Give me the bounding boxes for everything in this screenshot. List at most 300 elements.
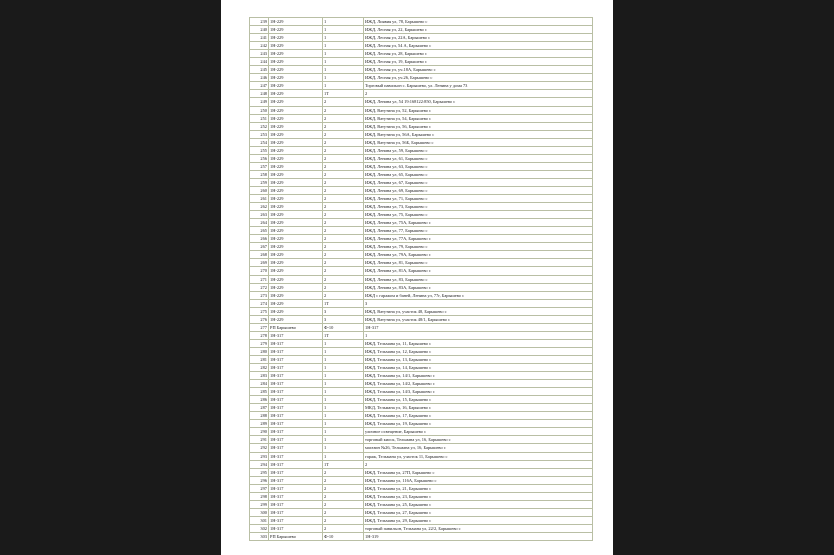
row-number: 247 [250, 82, 269, 90]
row-type: 1 [323, 420, 364, 428]
row-number: 277 [250, 323, 269, 331]
table-row [250, 275, 593, 283]
table-row [250, 138, 593, 146]
row-number: 271 [250, 275, 269, 283]
row-address: ИЖД, Ленина ул, 75А, Барышево с [364, 219, 593, 227]
row-code: 1Н-317 [269, 484, 323, 492]
row-code: 1Н-317 [269, 420, 323, 428]
row-address: ИЖД, Тельмана ул, 27, Барышево с [364, 508, 593, 516]
table-row [250, 533, 593, 541]
row-code: 1Н-317 [269, 516, 323, 524]
table-row [250, 235, 593, 243]
table-row [250, 347, 593, 355]
row-number: 275 [250, 307, 269, 315]
row-code: 1Н-317 [269, 452, 323, 460]
row-number: 260 [250, 186, 269, 194]
row-number: 256 [250, 154, 269, 162]
row-type: 1 [323, 74, 364, 82]
row-type: 1 [323, 347, 364, 355]
row-address: торговый киоск, Тельмана ул, 16, Барышево с [364, 436, 593, 444]
table-row [250, 355, 593, 363]
row-code: 1Н-317 [269, 436, 323, 444]
row-code: РП Барышево [269, 323, 323, 331]
row-address: 1 [364, 331, 593, 339]
row-number: 245 [250, 66, 269, 74]
row-number: 299 [250, 500, 269, 508]
row-type: 2 [323, 243, 364, 251]
table-row [250, 154, 593, 162]
row-code: 1Н-317 [269, 372, 323, 380]
row-address: МКД, Тельмана ул, 16, Барышево с [364, 404, 593, 412]
table-row [250, 259, 593, 267]
row-number: 262 [250, 203, 269, 211]
row-code: 1Н-317 [269, 460, 323, 468]
row-address: магазин №26, Тельмана ул, 16, Барышево с [364, 444, 593, 452]
row-address: ИЖД, Тельмана ул, 13, Барышево с [364, 355, 593, 363]
row-address: ИЖД, Ленина ул, 77А, Барышево с [364, 235, 593, 243]
row-address: 2 [364, 460, 593, 468]
row-type: 2 [323, 219, 364, 227]
row-type: 2 [323, 291, 364, 299]
row-code: 1Н-229 [269, 66, 323, 74]
row-number: 293 [250, 452, 269, 460]
row-number: 297 [250, 484, 269, 492]
table-row [250, 420, 593, 428]
row-type: 1 [323, 58, 364, 66]
table-row [250, 74, 593, 82]
row-code: 1Н-229 [269, 18, 323, 26]
row-address: 3 [364, 299, 593, 307]
table-row [250, 66, 593, 74]
table-row [250, 251, 593, 259]
table-row [250, 42, 593, 50]
row-code: 1Н-229 [269, 235, 323, 243]
row-code: 1Н-317 [269, 412, 323, 420]
document-page[interactable] [221, 0, 613, 555]
row-number: 283 [250, 372, 269, 380]
row-type: 1Т [323, 299, 364, 307]
row-type: 2 [323, 468, 364, 476]
row-type: 2 [323, 275, 364, 283]
row-address: ИЖД, Тельмана ул, 27П, Барышево с [364, 468, 593, 476]
row-number: 265 [250, 227, 269, 235]
row-code: 1Н-229 [269, 162, 323, 170]
row-number: 273 [250, 291, 269, 299]
row-code: 1Н-229 [269, 275, 323, 283]
table-row [250, 452, 593, 460]
table-row [250, 146, 593, 154]
table-row [250, 227, 593, 235]
row-address: гараж, Тельмана ул, участок 11, Барышево с [364, 452, 593, 460]
table-row [250, 428, 593, 436]
row-type: 1Т [323, 331, 364, 339]
row-code: 1Н-229 [269, 130, 323, 138]
row-address: ИЖД, Ленина ул, 83, Барышево с [364, 275, 593, 283]
row-code: 1Н-229 [269, 307, 323, 315]
row-code: 1Н-229 [269, 26, 323, 34]
row-code: 1Н-317 [269, 492, 323, 500]
row-address: ИЖД, Ленина ул, 73, Барышево с [364, 203, 593, 211]
row-address: ИЖД, Тельмана ул, 14/1, Барышево с [364, 372, 593, 380]
table-row [250, 323, 593, 331]
table-row [250, 500, 593, 508]
row-type: 2 [323, 146, 364, 154]
table-row [250, 315, 593, 323]
row-address: ИЖД, Ленина ул, 65, Барышево с [364, 170, 593, 178]
table-row [250, 508, 593, 516]
row-number: 281 [250, 355, 269, 363]
row-code: 1Н-317 [269, 500, 323, 508]
row-code: 1Н-229 [269, 154, 323, 162]
row-code: 1Н-229 [269, 203, 323, 211]
table-row [250, 444, 593, 452]
row-type: 2 [323, 267, 364, 275]
row-number: 251 [250, 114, 269, 122]
row-number: 282 [250, 364, 269, 372]
row-code: 1Н-229 [269, 243, 323, 251]
table-row [250, 98, 593, 106]
row-address: ИЖД, Лесная ул, 54 А, Барышево с [364, 42, 593, 50]
row-code: 1Н-229 [269, 299, 323, 307]
row-type: 1 [323, 50, 364, 58]
row-number: 246 [250, 74, 269, 82]
row-type: 2 [323, 251, 364, 259]
row-address: ИЖД, Тельмана ул, 11, Барышево с [364, 339, 593, 347]
row-type: 2 [323, 114, 364, 122]
row-code: РП Барышево [269, 533, 323, 541]
row-number: 280 [250, 347, 269, 355]
row-number: 294 [250, 460, 269, 468]
row-code: 1Н-229 [269, 50, 323, 58]
row-number: 266 [250, 235, 269, 243]
row-number: 300 [250, 508, 269, 516]
table-row [250, 492, 593, 500]
row-number: 284 [250, 380, 269, 388]
row-code: 1Н-229 [269, 315, 323, 323]
row-code: 1Н-229 [269, 138, 323, 146]
row-address: ИЖД, Лесная ул, 22А, Барышево с [364, 34, 593, 42]
row-code: 1Н-229 [269, 74, 323, 82]
row-type: 2 [323, 484, 364, 492]
row-type: 1 [323, 396, 364, 404]
table-row [250, 299, 593, 307]
row-type: 1 [323, 428, 364, 436]
row-number: 241 [250, 34, 269, 42]
row-type: 2 [323, 508, 364, 516]
row-address: ИЖД с гаражом и баней, Ленина ул, 77г, Барышево с [364, 291, 593, 299]
row-address: ИЖД, Тельмана ул, 15, Барышево с [364, 396, 593, 404]
row-type: 2 [323, 178, 364, 186]
row-code: 1Н-317 [269, 444, 323, 452]
row-type: 1 [323, 444, 364, 452]
row-code: 1Н-229 [269, 251, 323, 259]
row-number: 276 [250, 315, 269, 323]
row-code: 1Н-229 [269, 259, 323, 267]
table-row [250, 364, 593, 372]
row-type: Ф-10 [323, 323, 364, 331]
row-number: 242 [250, 42, 269, 50]
row-code: 1Н-317 [269, 468, 323, 476]
row-address: ИЖД, Ленина ул, 63, Барышево с [364, 162, 593, 170]
table-row [250, 18, 593, 26]
row-address: ИЖД, Тельмана ул, 17, Барышево с [364, 412, 593, 420]
row-number: 240 [250, 26, 269, 34]
row-address: ИЖД, Ленина ул, 67, Барышево с [364, 178, 593, 186]
row-address: ИЖД, Ленина ул, 69, Барышево с [364, 186, 593, 194]
table-row [250, 130, 593, 138]
row-type: 2 [323, 524, 364, 532]
table-row [250, 396, 593, 404]
row-type: 2 [323, 186, 364, 194]
row-number: 252 [250, 122, 269, 130]
row-type: 2 [323, 98, 364, 106]
row-type: 2 [323, 130, 364, 138]
row-number: 259 [250, 178, 269, 186]
row-address: ИЖД, Ленина ул, 77, Барышево с [364, 227, 593, 235]
row-code: 1Н-317 [269, 331, 323, 339]
row-code: 1Н-229 [269, 42, 323, 50]
row-address: ИЖД, Ленина ул, 75, Барышево с [364, 211, 593, 219]
row-address: ИЖД, Ватутина ул, участок 48, Барышево с [364, 307, 593, 315]
row-number: 264 [250, 219, 269, 227]
row-number: 286 [250, 396, 269, 404]
table-row [250, 114, 593, 122]
row-number: 261 [250, 195, 269, 203]
row-number: 296 [250, 476, 269, 484]
row-number: 270 [250, 267, 269, 275]
table-row [250, 516, 593, 524]
row-code: 1Н-317 [269, 388, 323, 396]
row-address: 1Н-317 [364, 323, 593, 331]
row-code: 1Н-229 [269, 178, 323, 186]
table-row [250, 243, 593, 251]
data-table [249, 17, 593, 541]
row-code: 1Н-317 [269, 355, 323, 363]
row-type: 1 [323, 380, 364, 388]
row-type: 2 [323, 203, 364, 211]
row-number: 287 [250, 404, 269, 412]
row-code: 1Н-229 [269, 146, 323, 154]
row-address: уличное освещение, Барышево с [364, 428, 593, 436]
row-type: 2 [323, 195, 364, 203]
table-row [250, 380, 593, 388]
row-address: ИЖД, Ленина ул, 71, Барышево с [364, 195, 593, 203]
table-row [250, 211, 593, 219]
row-number: 295 [250, 468, 269, 476]
row-number: 272 [250, 283, 269, 291]
row-number: 253 [250, 130, 269, 138]
row-address: ИЖД, Тельмана ул, 14/3, Барышево с [364, 388, 593, 396]
row-type: Ф-10 [323, 533, 364, 541]
table-row [250, 34, 593, 42]
row-address: торговый павильон, Тельмана ул, 22/2, Барышево с [364, 524, 593, 532]
table-row [250, 404, 593, 412]
row-type: 1 [323, 436, 364, 444]
row-address: ИЖД, Ватутина ул, 54, Барышево с [364, 114, 593, 122]
row-type: 2 [323, 154, 364, 162]
row-type: 1 [323, 388, 364, 396]
row-address: ИЖД, Тельмана ул, 19, Барышево с [364, 420, 593, 428]
row-code: 1Н-229 [269, 58, 323, 66]
row-address: 2 [364, 90, 593, 98]
row-code: 1Н-317 [269, 380, 323, 388]
row-number: 303 [250, 533, 269, 541]
row-number: 254 [250, 138, 269, 146]
row-type: 2 [323, 259, 364, 267]
table-row [250, 307, 593, 315]
row-address: ИЖД, Ленина ул, 83А, Барышево с [364, 283, 593, 291]
row-type: 1 [323, 66, 364, 74]
row-type: 2 [323, 211, 364, 219]
row-address: ИЖД, Тельмана ул, 25, Барышево с [364, 500, 593, 508]
row-address: ИЖД, Ленина ул, 81А, Барышево с [364, 267, 593, 275]
row-address: ИЖД, Ленина ул, 79, Барышево с [364, 243, 593, 251]
row-address: ИЖД, Тельмана ул, 14, Барышево с [364, 364, 593, 372]
row-number: 298 [250, 492, 269, 500]
row-code: 1Н-317 [269, 476, 323, 484]
row-code: 1Н-229 [269, 82, 323, 90]
table-row [250, 26, 593, 34]
row-type: 3 [323, 307, 364, 315]
row-code: 1Н-317 [269, 364, 323, 372]
row-type: 1 [323, 452, 364, 460]
row-address: Торговый павильон с. Барышево, ул. Ленина у дома 73 [364, 82, 593, 90]
table-row [250, 436, 593, 444]
row-number: 291 [250, 436, 269, 444]
row-address: ИЖД, Ватутина ул, 56Б, Барышево с [364, 138, 593, 146]
row-code: 1Н-229 [269, 34, 323, 42]
row-type: 1 [323, 42, 364, 50]
row-address: ИЖД, Ватутина ул, участок 48/1, Барышево с [364, 315, 593, 323]
row-type: 2 [323, 227, 364, 235]
table-row [250, 82, 593, 90]
row-address: ИЖД, Ватутина ул, 56А, Барышево с [364, 130, 593, 138]
row-number: 267 [250, 243, 269, 251]
row-address: ИЖД, Лесная ул, уч.26, Барышево с [364, 74, 593, 82]
table-row [250, 195, 593, 203]
row-code: 1Н-229 [269, 219, 323, 227]
row-type: 2 [323, 283, 364, 291]
row-type: 1 [323, 404, 364, 412]
table-row [250, 203, 593, 211]
row-type: 2 [323, 476, 364, 484]
row-type: 1 [323, 339, 364, 347]
row-code: 1Н-317 [269, 347, 323, 355]
table-row [250, 58, 593, 66]
table-row [250, 267, 593, 275]
row-type: 2 [323, 138, 364, 146]
table-row [250, 90, 593, 98]
row-type: 2 [323, 516, 364, 524]
row-code: 1Н-229 [269, 98, 323, 106]
table-row [250, 460, 593, 468]
row-number: 239 [250, 18, 269, 26]
row-type: 2 [323, 235, 364, 243]
table-row [250, 468, 593, 476]
row-number: 289 [250, 420, 269, 428]
row-number: 292 [250, 444, 269, 452]
row-address: ИЖД, Лесная ул, уч.18А, Барышево с [364, 66, 593, 74]
table-row [250, 388, 593, 396]
row-address: ИЖД, Лесная ул, 28, Барышево с [364, 50, 593, 58]
row-number: 288 [250, 412, 269, 420]
row-address: ИЖД, Ватутина ул, 52, Барышево с [364, 106, 593, 114]
row-address: ИЖД, Лесная ул, 19, Барышево с [364, 58, 593, 66]
row-number: 258 [250, 170, 269, 178]
row-address: ИЖД, Ленина ул, 81, Барышево с [364, 259, 593, 267]
row-number: 290 [250, 428, 269, 436]
row-number: 244 [250, 58, 269, 66]
row-code: 1Н-317 [269, 339, 323, 347]
row-number: 274 [250, 299, 269, 307]
row-type: 2 [323, 492, 364, 500]
row-address: ИЖД, Тельмана ул, 29, Барышево с [364, 516, 593, 524]
table-row [250, 186, 593, 194]
row-code: 1Н-229 [269, 106, 323, 114]
row-number: 248 [250, 90, 269, 98]
row-type: 1 [323, 18, 364, 26]
table-row [250, 283, 593, 291]
table-row [250, 331, 593, 339]
row-code: 1Н-229 [269, 195, 323, 203]
row-number: 263 [250, 211, 269, 219]
row-type: 2 [323, 500, 364, 508]
row-code: 1Н-229 [269, 283, 323, 291]
row-address: ИЖД, Ленина ул, 61, Барышево с [364, 154, 593, 162]
table-row [250, 372, 593, 380]
table-row [250, 170, 593, 178]
row-number: 301 [250, 516, 269, 524]
row-code: 1Н-317 [269, 404, 323, 412]
row-code: 1Н-317 [269, 428, 323, 436]
table-row [250, 122, 593, 130]
row-number: 249 [250, 98, 269, 106]
row-address: ИЖД, Лесная ул, 22, Барышево с [364, 26, 593, 34]
row-address: ИЖД, Тельмана ул, 12, Барышево с [364, 347, 593, 355]
row-code: 1Н-229 [269, 291, 323, 299]
table-row [250, 339, 593, 347]
row-type: 1 [323, 412, 364, 420]
row-code: 1Н-317 [269, 524, 323, 532]
row-address: ИЖД, Ватутина ул, 56, Барышево с [364, 122, 593, 130]
row-code: 1Н-317 [269, 508, 323, 516]
row-code: 1Н-229 [269, 170, 323, 178]
row-number: 302 [250, 524, 269, 532]
table-row [250, 291, 593, 299]
row-type: 3 [323, 315, 364, 323]
row-number: 268 [250, 251, 269, 259]
row-address: 1Н-319 [364, 533, 593, 541]
row-type: 1Т [323, 460, 364, 468]
row-number: 255 [250, 146, 269, 154]
table-row [250, 524, 593, 532]
row-number: 257 [250, 162, 269, 170]
row-number: 285 [250, 388, 269, 396]
row-code: 1Н-229 [269, 186, 323, 194]
row-number: 243 [250, 50, 269, 58]
row-code: 1Н-229 [269, 114, 323, 122]
row-address: ИЖД, Тельмана ул, 116А, Барышево с [364, 476, 593, 484]
table-row [250, 412, 593, 420]
row-type: 2 [323, 106, 364, 114]
row-type: 1 [323, 82, 364, 90]
table-row [250, 106, 593, 114]
row-address: ИЖД, Тельмана ул, 21, Барышево с [364, 484, 593, 492]
row-type: 2 [323, 170, 364, 178]
row-address: ИЖД, Ленина ул, 54 19:168122:850, Барышево с [364, 98, 593, 106]
row-code: 1Н-229 [269, 267, 323, 275]
row-type: 1Т [323, 90, 364, 98]
